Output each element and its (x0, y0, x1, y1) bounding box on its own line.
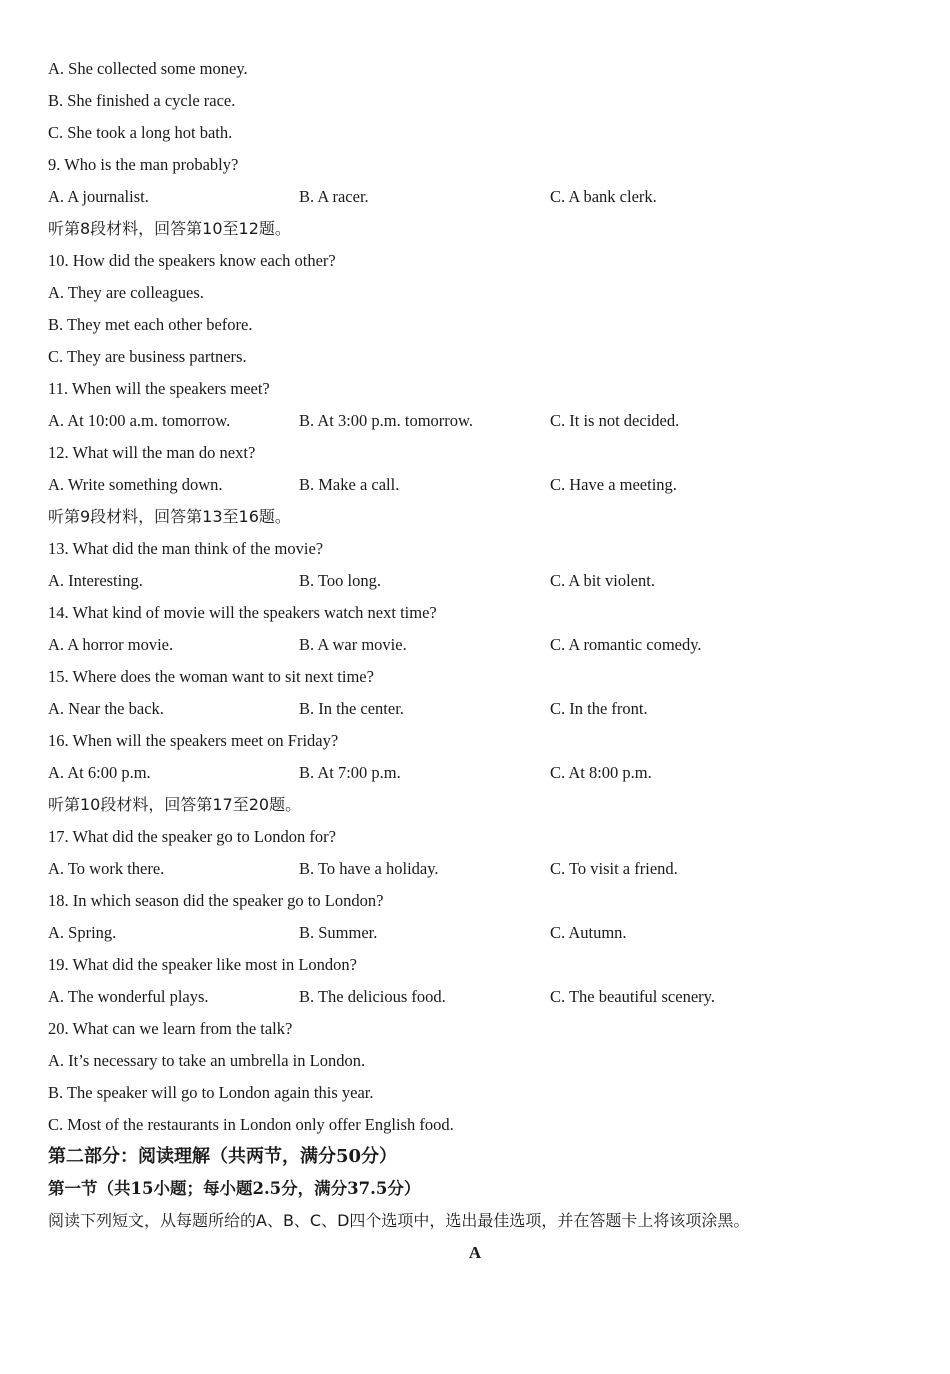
instruction-line: 听第8段材料，回答第10至12题。 (48, 219, 291, 238)
text-line: 11. When will the speakers meet? (48, 379, 270, 398)
passage-title: A (468, 1243, 482, 1262)
text-line: A. It’s necessary to take an umbrella in London. (48, 1051, 366, 1070)
document-lines (48, 53, 908, 1269)
text-line: B. She finished a cycle race. (48, 91, 236, 110)
answer-options-row (48, 469, 908, 501)
option-c: C. At 8:00 p.m. (550, 763, 652, 782)
answer-options-row (48, 917, 908, 949)
option-b: B. At 3:00 p.m. tomorrow. (299, 411, 474, 430)
option-a: A. A horror movie. (48, 635, 174, 654)
instruction-line: 听第10段材料，回答第17至20题。 (48, 795, 302, 814)
text-line: C. Most of the restaurants in London only offer English food. (48, 1115, 454, 1134)
option-c: C. A romantic comedy. (550, 635, 702, 654)
answer-options-row (48, 693, 908, 725)
text-line: B. They met each other before. (48, 315, 253, 334)
answer-options-row (48, 565, 908, 597)
text-line: 14. What kind of movie will the speakers watch next time? (48, 603, 437, 622)
section-heading: 第二部分：阅读理解（共两节，满分50分） (48, 1146, 398, 1167)
option-a: A. At 10:00 a.m. tomorrow. (48, 411, 231, 430)
option-b: B. Make a call. (299, 475, 400, 494)
answer-options-row (48, 629, 908, 661)
text-line: 9. Who is the man probably? (48, 155, 239, 174)
text-line: 13. What did the man think of the movie? (48, 539, 324, 558)
option-a: A. Near the back. (48, 699, 164, 718)
option-b: B. At 7:00 p.m. (299, 763, 401, 782)
answer-options-row (48, 853, 908, 885)
option-b: B. The delicious food. (299, 987, 446, 1006)
answer-options-row (48, 181, 908, 213)
option-b: B. Too long. (299, 571, 381, 590)
option-c: C. It is not decided. (550, 411, 680, 430)
instruction-line: 听第9段材料，回答第13至16题。 (48, 507, 291, 526)
option-c: C. A bit violent. (550, 571, 655, 590)
option-b: B. In the center. (299, 699, 404, 718)
text-line: A. She collected some money. (48, 59, 248, 78)
text-line: C. They are business partners. (48, 347, 247, 366)
answer-options-row (48, 757, 908, 789)
option-a: A. To work there. (48, 859, 165, 878)
option-a: A. Interesting. (48, 571, 143, 590)
option-b: B. A war movie. (299, 635, 407, 654)
option-b: B. To have a holiday. (299, 859, 439, 878)
option-c: C. Autumn. (550, 923, 627, 942)
option-a: A. Write something down. (48, 475, 223, 494)
text-line: 16. When will the speakers meet on Friday? (48, 731, 339, 750)
option-c: C. The beautiful scenery. (550, 987, 715, 1006)
option-a: A. A journalist. (48, 187, 149, 206)
option-b: B. Summer. (299, 923, 378, 942)
answer-options-row (48, 405, 908, 437)
instruction-line: 阅读下列短文，从每题所给的A、B、C、D四个选项中，选出最佳选项，并在答题卡上将该项涂黑。 (48, 1211, 750, 1230)
text-line: B. The speaker will go to London again this year. (48, 1083, 374, 1102)
text-line: A. They are colleagues. (48, 283, 204, 302)
option-b: B. A racer. (299, 187, 369, 206)
text-line: 12. What will the man do next? (48, 443, 256, 462)
answer-options-row (48, 981, 908, 1013)
text-line: C. She took a long hot bath. (48, 123, 233, 142)
text-line: 17. What did the speaker go to London for? (48, 827, 336, 846)
text-line: 20. What can we learn from the talk? (48, 1019, 293, 1038)
text-line: 10. How did the speakers know each other? (48, 251, 336, 270)
option-a: A. Spring. (48, 923, 117, 942)
exam-page (48, 53, 908, 1269)
option-c: C. To visit a friend. (550, 859, 678, 878)
option-c: C. Have a meeting. (550, 475, 677, 494)
option-c: C. A bank clerk. (550, 187, 657, 206)
section-subheading: 第一节（共15小题；每小题2.5分，满分37.5分） (48, 1179, 421, 1198)
text-line: 19. What did the speaker like most in London? (48, 955, 358, 974)
text-line: 15. Where does the woman want to sit next time? (48, 667, 374, 686)
option-c: C. In the front. (550, 699, 648, 718)
text-line: 18. In which season did the speaker go to London? (48, 891, 384, 910)
option-a: A. At 6:00 p.m. (48, 763, 151, 782)
option-a: A. The wonderful plays. (48, 987, 209, 1006)
